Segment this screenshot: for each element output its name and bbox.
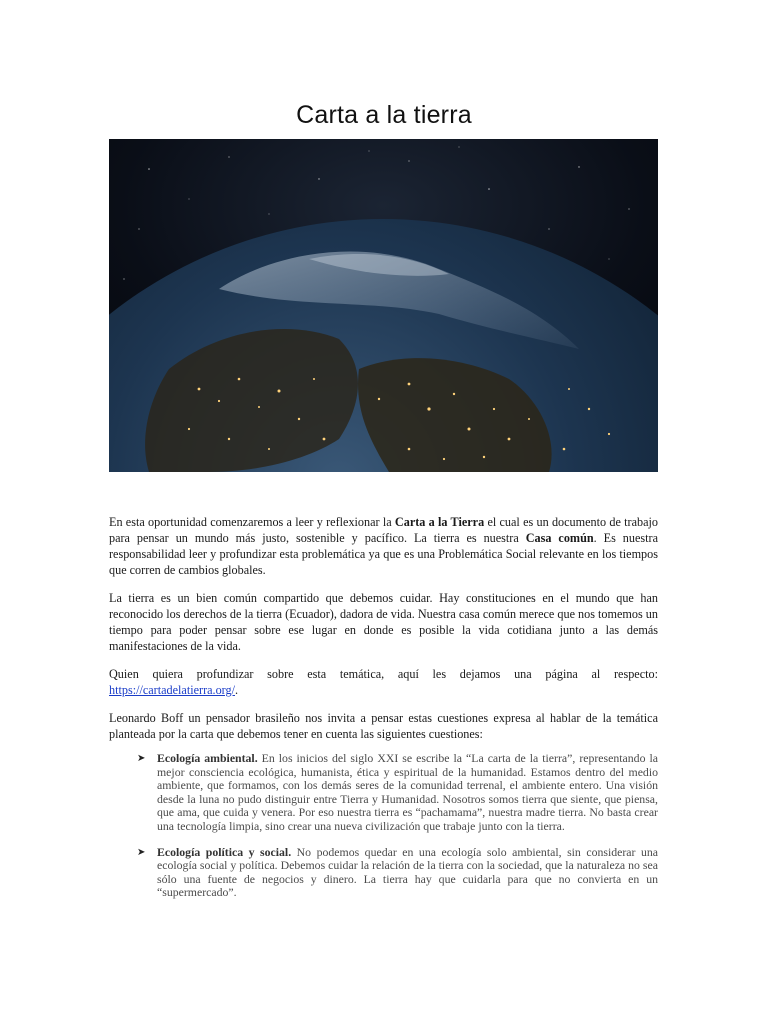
- arrowhead-bullet-icon: ➤: [137, 753, 146, 764]
- bullet-text: No podemos quedar en una ecología solo ambiental, sin considerar una ecología social y política. Debemos cuidar la relación de la tierra con la sociedad, que la naturaleza no sea sólo una fuente de negocios y dinero. La tierra hay que cuidarla para que no convierta en un “supermercado”.: [157, 844, 659, 900]
- paragraph-intro: [109, 514, 658, 578]
- bullet-heading: Ecología ambiental.: [157, 751, 258, 765]
- list-item: [109, 846, 658, 900]
- link-intro-text: Quien quiera profundizar sobre esta temática, aquí les dejamos una página al respecto:: [109, 667, 658, 681]
- carta-tierra-bold: Carta a la Tierra: [394, 515, 485, 529]
- paragraph-link: [109, 666, 658, 698]
- intro-text: En esta oportunidad comenzaremos a leer y reflexionar la: [109, 515, 395, 529]
- document-body: [109, 514, 658, 912]
- bullet-text: En los inicios del siglo XXI se escribe la “La carta de la tierra”, representando la mejor consciencia ecológica, humanista, ética y espiritual de la humanidad. Estamos dentro del medio ambiente, que formamos, con los demás seres de la comunidad terrenal, el ambiente entero. Una visión desde la luna no pudo distinguir entre Tierra y Humanidad. Nosotros somos tierra que siente, que piensa, que ama, que cuida y venera. Por eso nuestra tierra es “pachamama”, nuestra madre tierra. No basta crear una tecnología limpia, sino crear una nueva civilización que trabaje junto con la tierra.: [157, 751, 658, 833]
- intro-text-cont: el cual es un documento de trabajo para pensar un mundo más justo, sostenible y pacífico. La tierra es nuestra: [109, 515, 658, 545]
- page-title: Carta a la tierra: [296, 100, 472, 129]
- casa-comun-bold: Casa común: [525, 531, 594, 545]
- carta-tierra-link[interactable]: https://cartadelatierra.org/: [109, 683, 235, 697]
- paragraph-common-good: La tierra es un bien común compartido que debemos cuidar. Hay constituciones en el mundo que han reconocido los derechos de la tierra (Ecuador), dadora de vida. Nuestra casa común merece que nos tomemos un tiempo para poder pensar sobre ese lugar en donde es posible la vida cotidiana junto a las demás manifestaciones de la vida.: [109, 591, 658, 653]
- arrowhead-bullet-icon: ➤: [137, 846, 146, 858]
- intro-text-end: . Es nuestra responsabilidad leer y profundizar esta problemática ya que es una Problemática Social relevante en los tiempos que corren de cambios globales.: [109, 531, 658, 577]
- list-item: [109, 752, 658, 834]
- earth-image: [109, 139, 658, 472]
- bullet-list: [109, 752, 658, 900]
- bullet-heading: Ecología política y social.: [157, 844, 292, 859]
- earth-night-illustration: [109, 139, 658, 472]
- paragraph-boff: Leonardo Boff un pensador brasileño nos invita a pensar estas cuestiones expresa al hablar de la temática planteada por la carta que debemos tener en cuenta las siguientes cuestiones:: [109, 711, 658, 741]
- link-period: .: [235, 683, 239, 697]
